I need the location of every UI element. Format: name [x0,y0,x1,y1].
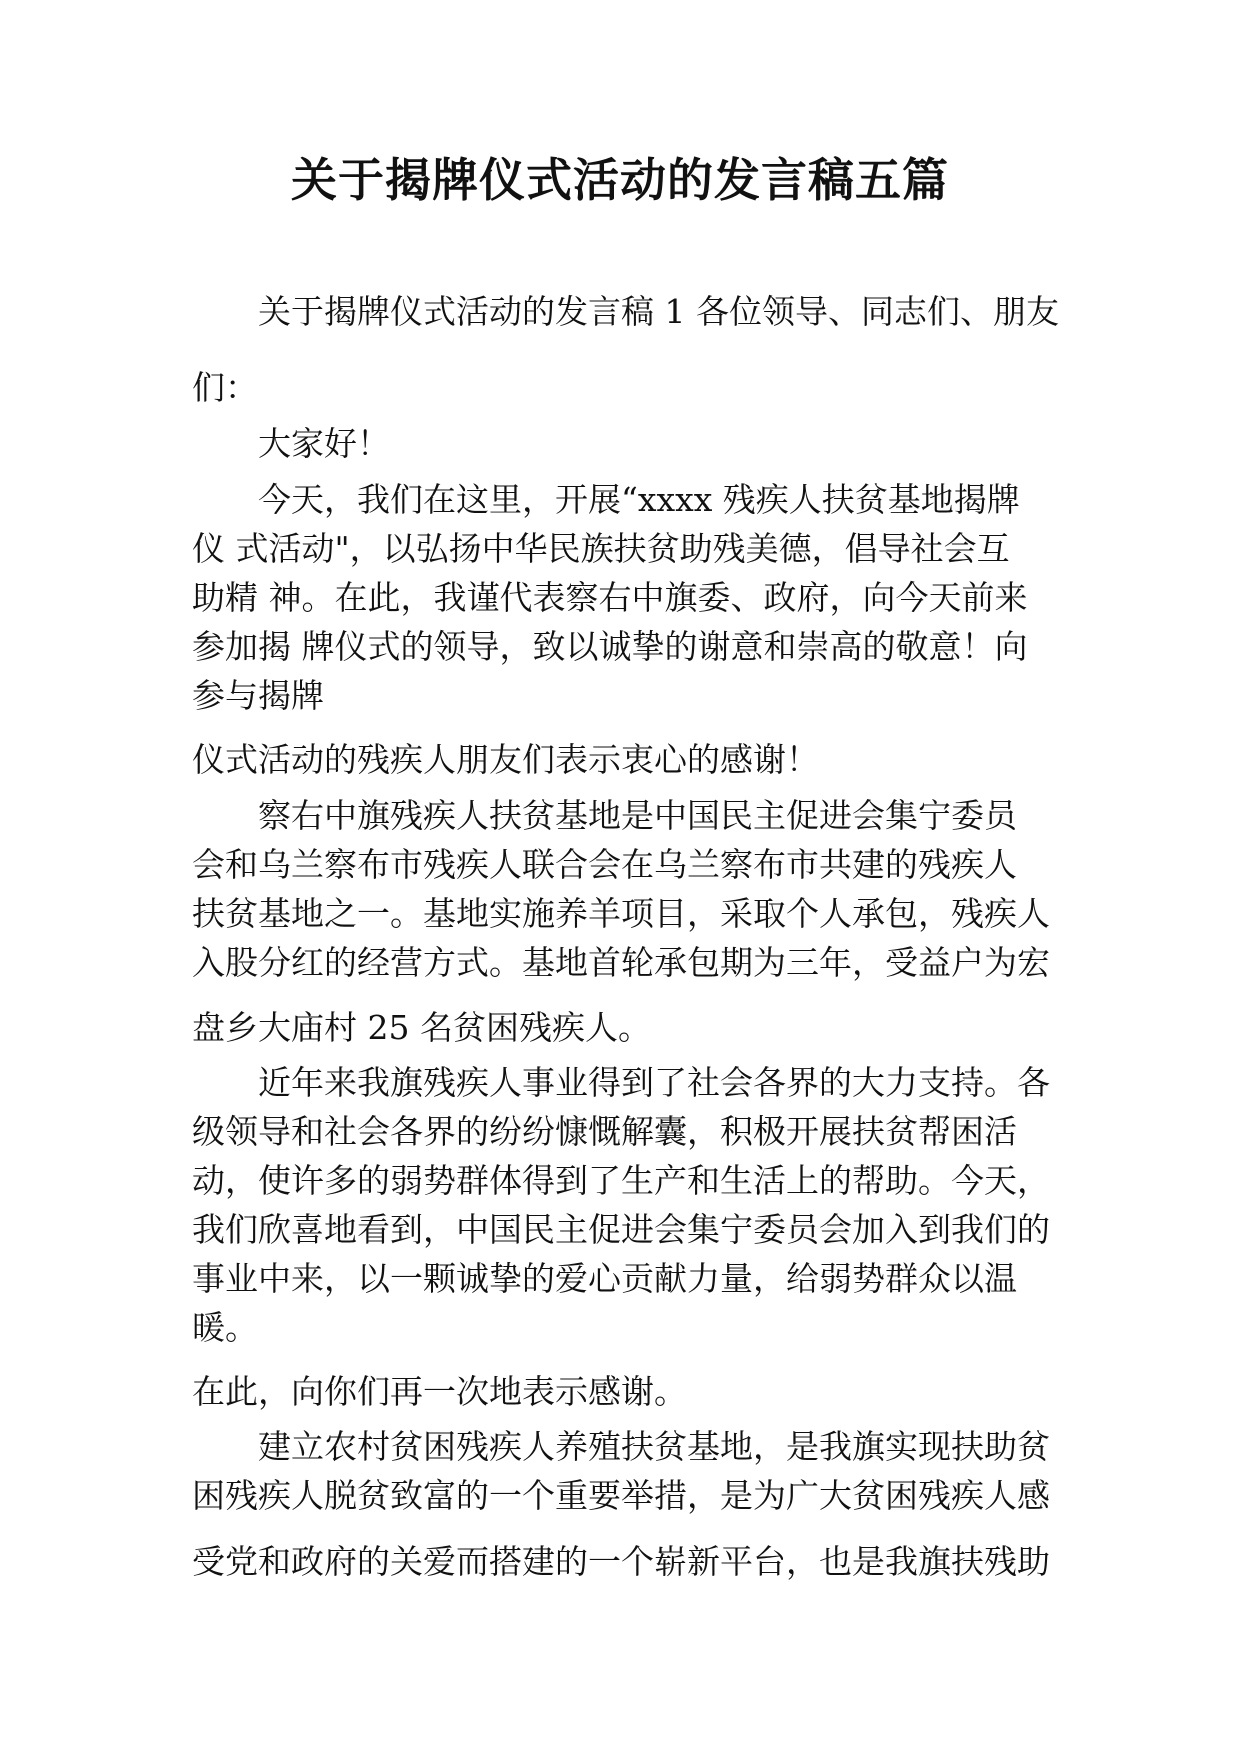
text-line: 大家好！ [258,424,390,463]
text-line: 助精 神。在此，我谨代表察右中旗委、政府，向今天前来 [192,578,1028,617]
text-line: 级领导和社会各界的纷纷慷慨解囊，积极开展扶贫帮困活 [192,1112,1017,1151]
text-line: 仪 式活动"，以弘扬中华民族扶贫助残美德，倡导社会互 [192,529,1010,568]
text-line: 入股分红的经营方式。基地首轮承包期为三年，受益户为宏 [192,943,1050,982]
text-line: 察右中旗残疾人扶贫基地是中国民主促进会集宁委员 [258,796,1017,835]
text-line: 仪式活动的残疾人朋友们表示衷心的感谢！ [192,740,819,779]
text-line: 参与揭牌 [192,676,324,715]
text-line: 我们欣喜地看到，中国民主促进会集宁委员会加入到我们的 [192,1210,1050,1249]
text-line: 困残疾人脱贫致富的一个重要举措，是为广大贫困残疾人感 [192,1476,1050,1515]
text-line: 扶贫基地之一。基地实施养羊项目，采取个人承包，残疾人 [192,894,1050,933]
text-line: 受党和政府的关爱而搭建的一个崭新平台，也是我旗扶残助 [192,1542,1050,1581]
text-line: 建立农村贫困残疾人养殖扶贫基地，是我旗实现扶助贫 [258,1427,1050,1466]
text-line: 暖。 [192,1308,258,1347]
text-line: 动，使许多的弱势群体得到了生产和生活上的帮助。今天， [192,1161,1050,1200]
document-title: 关于揭牌仪式活动的发言稿五篇 [291,153,949,207]
text-line: 们： [192,368,258,407]
text-line: 事业中来，以一颗诚挚的爱心贡献力量，给弱势群众以温 [192,1259,1017,1298]
text-line: 会和乌兰察布市残疾人联合会在乌兰察布市共建的残疾人 [192,845,1017,884]
text-line: 参加揭 牌仪式的领导，致以诚挚的谢意和崇高的敬意！向 [192,627,1028,666]
text-line: 近年来我旗残疾人事业得到了社会各界的大力支持。各 [258,1063,1050,1102]
text-line: 在此，向你们再一次地表示感谢。 [192,1372,687,1411]
text-line: 今天，我们在这里，开展“xxxx 残疾人扶贫基地揭牌 [258,480,1020,519]
text-line: 盘乡大庙村 25 名贫困残疾人。 [192,1008,651,1047]
text-line: 关于揭牌仪式活动的发言稿 1 各位领导、同志们、朋友 [258,292,1059,331]
